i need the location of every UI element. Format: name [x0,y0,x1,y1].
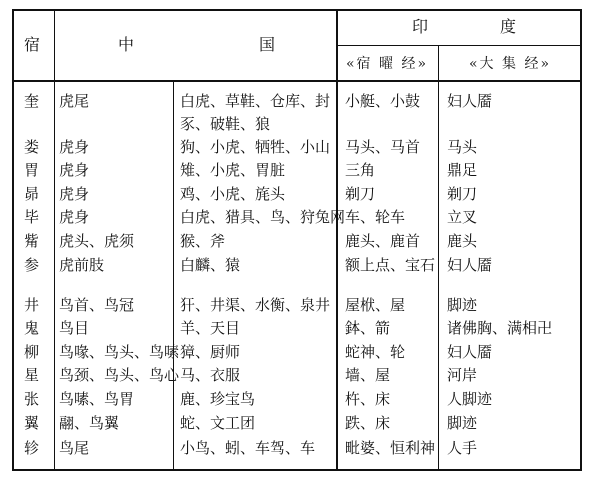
header-xiuyao-jing: «宿 曜 经» [345,56,429,72]
header-china-zhong: 中 [118,35,135,54]
header-bottom-rule [12,80,582,82]
cell-daji-jing: 妇人靥 [447,256,493,274]
cell-china-meaning: 小鸟、蚓、车驾、车 [180,439,316,457]
cell-xiuyao-jing: 屋栿、屋 [345,296,406,314]
cell-xiuyao-jing: 蛇神、轮 [345,343,406,361]
cell-xiu: 轸 [24,439,40,457]
cell-daji-jing: 妇人靥 [447,343,493,361]
cell-xiu: 娄 [24,138,40,156]
cell-china-part: 虎身 [59,138,90,156]
cell-daji-jing: 脚迹 [447,414,478,432]
cell-xiu: 参 [24,256,40,274]
cell-china-part: 鸟尾 [59,439,90,457]
cell-xiuyao-jing: 鉢、箭 [345,319,391,337]
cell-china-meaning: 鸡、小虎、旄头 [180,185,286,203]
cell-xiu: 星 [24,366,40,384]
table-top-border [12,9,582,11]
cell-china-part: 翮、鸟翼 [59,414,120,432]
cell-china-part: 虎身 [59,185,90,203]
cell-xiuyao-jing: 毗婆、恒利神 [345,439,436,457]
cell-xiuyao-jing: 三角 [345,161,376,179]
cell-xiu: 井 [24,296,40,314]
cell-xiuyao-jing: 车、轮车 [345,208,406,226]
header-china-guo: 国 [259,35,276,54]
cell-china-meaning: 马、衣服 [180,366,241,384]
cell-china-meaning: 白虎、草鞋、仓库、封豕、破鞋、狼 [180,92,331,133]
cell-daji-jing: 脚迹 [447,296,478,314]
cell-xiuyao-jing: 马头、马首 [345,138,421,156]
cell-china-meaning: 白虎、猎具、鸟、狩兔网 [180,208,346,226]
cell-daji-jing: 立叉 [447,208,478,226]
col-divider-xiu [54,9,55,471]
cell-china-part: 鸟喙、鸟头、鸟嗉 [59,343,180,361]
cell-xiu: 张 [24,390,40,408]
cell-china-meaning: 白麟、猿 [180,256,241,274]
cell-xiu: 翼 [24,414,40,432]
col-divider-china-inner [173,82,174,471]
cell-xiu: 鬼 [24,319,40,337]
cell-china-part: 鸟颈、鸟头、鸟心 [59,366,180,384]
cell-xiu: 觜 [24,232,40,250]
col-divider-india-inner [438,46,439,471]
cell-china-part: 鸟嗉、鸟胃 [59,390,135,408]
cell-daji-jing: 诸佛胸、满相卍 [447,319,553,337]
cell-xiuyao-jing: 跌、床 [345,414,391,432]
india-subheader-rule [337,45,582,46]
cell-china-meaning: 獐、厨师 [180,343,241,361]
table-right-border [580,9,582,471]
cell-china-part: 虎身 [59,161,90,179]
cell-xiuyao-jing: 杵、床 [345,390,391,408]
table-bottom-border [12,469,582,471]
cell-china-part: 虎前肢 [59,256,105,274]
cell-daji-jing: 剃刀 [447,185,478,203]
header-india-du: 度 [500,17,517,36]
cell-china-part: 虎身 [59,208,90,226]
cell-xiuyao-jing: 额上点、宝石 [345,256,436,274]
cell-china-part: 鸟目 [59,319,90,337]
cell-china-meaning: 鹿、珍宝鸟 [180,390,256,408]
cell-daji-jing: 鼎足 [447,161,478,179]
cell-daji-jing: 人手 [447,439,478,457]
cell-xiu: 柳 [24,343,40,361]
comparison-table [12,9,582,471]
header-xiu: 宿 [24,35,41,54]
cell-china-meaning: 猴、斧 [180,232,226,250]
cell-china-meaning: 雉、小虎、胃脏 [180,161,286,179]
cell-china-part: 虎头、虎须 [59,232,135,250]
cell-xiu: 奎 [24,92,40,110]
cell-daji-jing: 河岸 [447,366,478,384]
cell-xiu: 昴 [24,185,40,203]
header-daji-jing: «大 集 经» [468,56,552,72]
cell-china-part: 鸟首、鸟冠 [59,296,135,314]
cell-china-meaning: 羊、天目 [180,319,241,337]
cell-xiuyao-jing: 小艇、小鼓 [345,92,421,110]
cell-daji-jing: 鹿头 [447,232,478,250]
cell-china-meaning: 犴、井渠、水衡、泉井 [180,296,331,314]
header-india-yin: 印 [412,17,429,36]
cell-daji-jing: 马头 [447,138,478,156]
cell-daji-jing: 人脚迹 [447,390,493,408]
cell-xiu: 毕 [24,208,40,226]
table-left-border [12,9,14,471]
cell-xiuyao-jing: 墙、屋 [345,366,391,384]
cell-china-meaning: 狗、小虎、牺牲、小山 [180,138,331,156]
cell-china-part: 虎尾 [59,92,90,110]
cell-xiuyao-jing: 剃刀 [345,185,376,203]
cell-china-meaning: 蛇、文工团 [180,414,256,432]
cell-daji-jing: 妇人靥 [447,92,493,110]
cell-xiu: 胃 [24,161,40,179]
cell-xiuyao-jing: 鹿头、鹿首 [345,232,421,250]
